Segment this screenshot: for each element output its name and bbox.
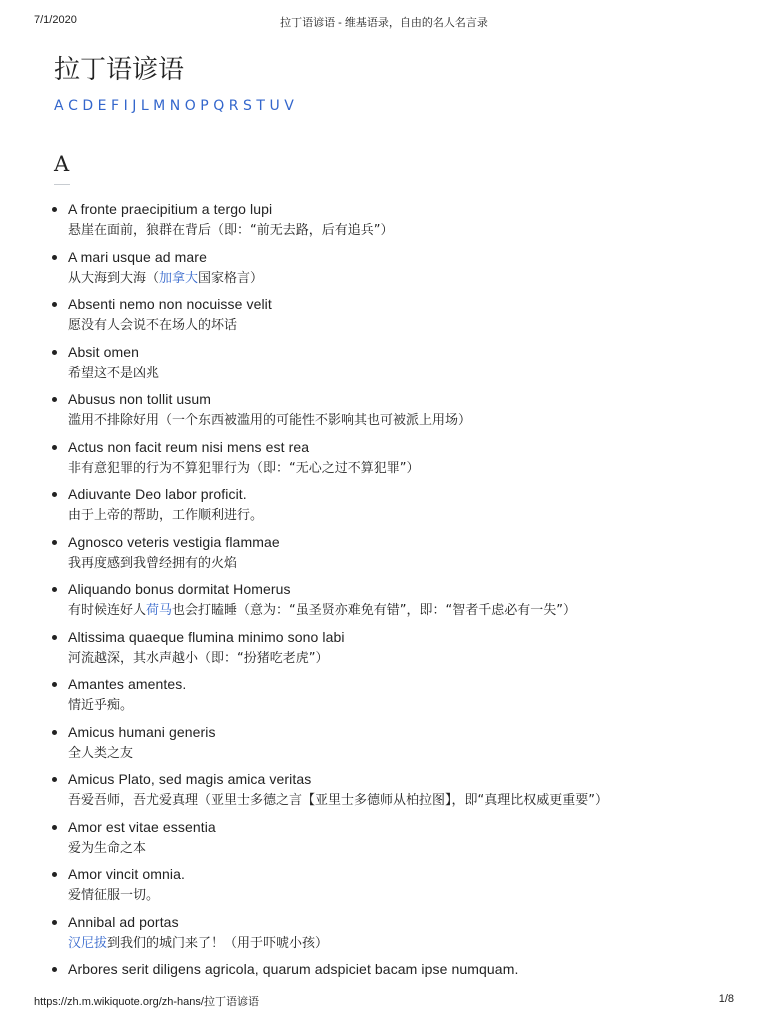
index-link-l[interactable]: L <box>140 98 150 114</box>
list-item <box>52 294 748 342</box>
bullet <box>52 967 57 972</box>
list-item <box>52 579 748 627</box>
translation-text: 愿没有人会说不在场人的坏话 <box>68 318 238 333</box>
print-date: 7/1/2020 <box>34 14 77 26</box>
latin-proverb: Actus non facit reum nisi mens est rea <box>68 438 310 455</box>
translation-text-after: 也会打瞌睡（意为：“虽圣贤亦难免有错”，即：“智者千虑必有一失”） <box>172 603 576 618</box>
translation <box>68 314 748 338</box>
bullet <box>52 635 57 640</box>
latin-proverb: Adiuvante Deo labor proficit. <box>68 486 247 502</box>
list-item <box>52 437 748 485</box>
translation <box>68 694 748 718</box>
list-item <box>52 199 748 247</box>
translation-text: 情近乎痴。 <box>68 698 134 713</box>
latin-proverb: Absenti nemo non nocuisse velit <box>68 296 272 312</box>
index-link-q[interactable]: Q <box>213 98 225 114</box>
bullet <box>52 777 57 782</box>
latin-proverb: Aliquando bonus dormitat Homerus <box>68 581 291 597</box>
bullet <box>52 445 57 450</box>
section-heading: A <box>54 152 70 176</box>
link-hannibal[interactable]: 汉尼拔 <box>68 935 108 951</box>
index-link-i[interactable]: I <box>123 98 129 114</box>
translation-text: 悬崖在面前，狼群在背后（即：“前无去路，后有追兵”） <box>68 223 394 238</box>
latin-proverb: Amor vincit omnia. <box>68 866 185 882</box>
alphabet-index <box>54 98 294 120</box>
list-item <box>52 532 748 580</box>
bullet <box>52 350 57 355</box>
print-doc-title: 拉丁语谚语 - 维基语录，自由的名人名言录 <box>280 17 488 29</box>
latin-proverb: Abusus non tollit usum <box>68 391 212 407</box>
list-item <box>52 484 748 532</box>
translation <box>68 599 748 623</box>
index-link-j[interactable]: J <box>132 98 137 114</box>
index-link-e[interactable]: E <box>97 98 107 114</box>
translation-text: 希望这不是凶兆 <box>68 365 160 381</box>
bullet <box>52 825 57 830</box>
translation <box>68 267 748 291</box>
translation <box>68 884 748 908</box>
latin-proverb: A fronte praecipitium a tergo lupi <box>68 201 273 217</box>
translation-text: 非有意犯罪的行为不算犯罪行为（即：“无心之过不算犯罪”） <box>68 460 420 476</box>
translation-text: 滥用不排除好用（一个东西被滥用的可能性不影响其也可被派上用场） <box>68 413 472 428</box>
bullet <box>52 587 57 592</box>
index-link-v[interactable]: V <box>284 98 295 114</box>
page-title: 拉丁语谚语 <box>54 55 185 85</box>
bullet <box>52 730 57 735</box>
print-url: https://zh.m.wikiquote.org/zh-hans/拉丁语谚语 <box>34 996 259 1008</box>
translation <box>68 742 748 766</box>
translation <box>68 504 748 528</box>
index-link-c[interactable]: C <box>68 98 79 114</box>
bullet <box>52 397 57 402</box>
list-item <box>52 389 748 437</box>
bullet <box>52 302 57 307</box>
translation-text-after: 到我们的城门来了！（用于吓唬小孩） <box>107 935 329 951</box>
latin-proverb: Amicus Plato, sed magis amica veritas <box>68 771 312 787</box>
index-link-f[interactable]: F <box>111 98 120 114</box>
index-link-m[interactable]: M <box>153 98 166 114</box>
translation-text-after: 国家格言） <box>198 270 264 286</box>
translation-text: 吾爱吾师，吾尤爱真理（亚里士多德之言【亚里士多德师从柏拉图】，即“真理比权威更重要”） <box>68 793 608 808</box>
translation <box>68 932 748 956</box>
list-item <box>52 769 748 817</box>
latin-proverb: Amor est vitae essentia <box>68 818 216 835</box>
list-item <box>52 674 748 722</box>
translation-text: 有时候连好人 <box>68 603 147 618</box>
print-header <box>34 14 734 30</box>
translation <box>68 362 748 386</box>
bullet <box>52 872 57 877</box>
list-item <box>52 247 748 295</box>
translation <box>68 647 748 671</box>
link-canada[interactable]: 加拿大 <box>159 270 199 286</box>
list-item <box>52 864 748 912</box>
index-link-u[interactable]: U <box>269 98 281 114</box>
translation-text: 由于上帝的帮助，工作顺利进行。 <box>68 508 264 523</box>
translation <box>68 457 748 481</box>
list-item <box>52 627 748 675</box>
bullet <box>52 682 57 687</box>
bullet <box>52 255 57 260</box>
bullet <box>52 920 57 925</box>
bullet <box>52 540 57 545</box>
translation-text: 全人类之友 <box>68 745 134 761</box>
translation-text: 爱为生命之本 <box>68 840 147 856</box>
latin-proverb: Annibal ad portas <box>68 913 179 930</box>
bullet <box>52 207 57 212</box>
list-item <box>52 722 748 770</box>
translation <box>68 837 748 861</box>
latin-proverb: A mari usque ad mare <box>68 248 207 265</box>
index-link-o[interactable]: O <box>184 98 197 114</box>
bullet <box>52 492 57 497</box>
print-page-number: 1/8 <box>718 993 734 1005</box>
index-link-p[interactable]: P <box>200 98 210 114</box>
translation <box>68 409 748 433</box>
translation-text: 从大海到大海（ <box>68 270 160 286</box>
proverb-list <box>52 199 748 1007</box>
latin-proverb: Arbores serit diligens agricola, quarum adspiciet bacam ipse numquam. <box>68 961 519 977</box>
translation-text: 我再度感到我曾经拥有的火焰 <box>68 555 238 571</box>
list-item <box>52 912 748 960</box>
latin-proverb: Absit omen <box>68 343 140 360</box>
latin-proverb: Amantes amentes. <box>68 676 187 692</box>
latin-proverb: Altissima quaeque flumina minimo sono labi <box>68 628 345 645</box>
section-divider <box>54 184 70 185</box>
index-link-n[interactable]: N <box>169 98 181 114</box>
link-homer[interactable]: 荷马 <box>146 603 173 618</box>
translation <box>68 552 748 576</box>
index-link-r[interactable]: R <box>228 98 239 114</box>
latin-proverb: Agnosco veteris vestigia flammae <box>68 533 280 550</box>
index-link-a[interactable]: A <box>54 98 65 114</box>
list-item <box>52 342 748 390</box>
translation <box>68 789 748 813</box>
latin-proverb: Amicus humani generis <box>68 723 216 740</box>
list-item <box>52 817 748 865</box>
translation-text: 河流越深，其水声越小（即：“扮猪吃老虎”） <box>68 650 329 666</box>
index-link-t[interactable]: T <box>256 98 266 114</box>
index-link-s[interactable]: S <box>242 98 253 114</box>
print-footer <box>34 993 734 1009</box>
index-link-d[interactable]: D <box>82 98 94 114</box>
translation-text: 爱情征服一切。 <box>68 888 160 903</box>
translation <box>68 219 748 243</box>
